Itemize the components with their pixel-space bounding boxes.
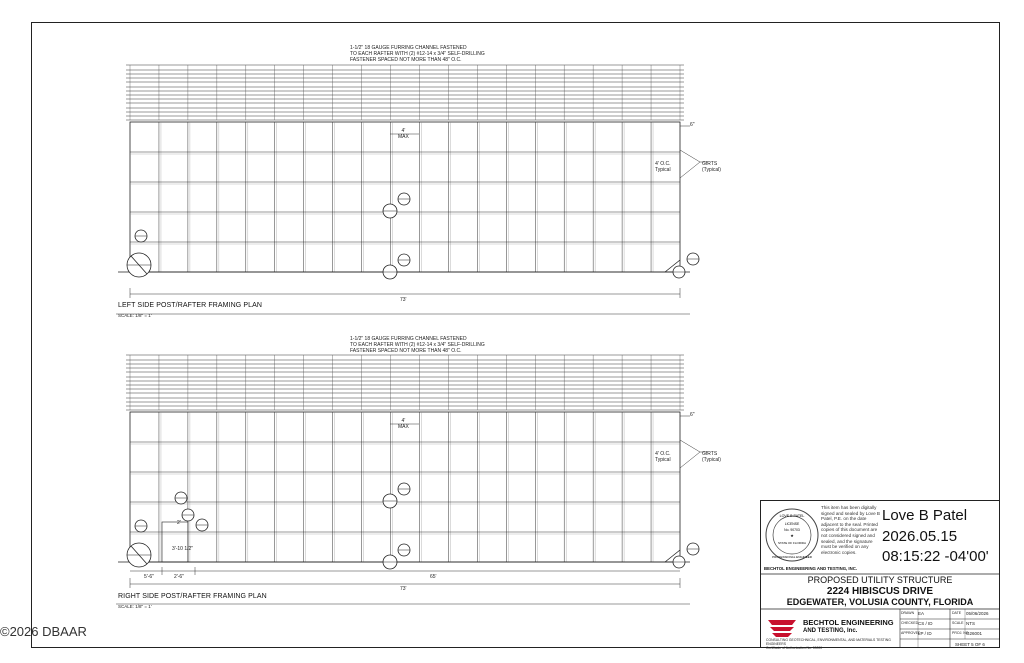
cell-proj-value: G26001	[966, 631, 983, 636]
right-plan-title: RIGHT SIDE POST/RAFTER FRAMING PLAN	[118, 593, 267, 600]
firm-subtitle: CONSULTING GEOTECHNICAL, ENVIRONMENTAL, AND MATERIALS TESTING ENGINEERS Certificate of Authorization No. 00000	[766, 638, 891, 650]
overhang-label-left: 6"	[690, 122, 695, 128]
copyright-watermark: ©2026 DBAAR	[0, 624, 87, 639]
spacing-label-right: 4' O.C. Typical	[655, 451, 671, 463]
overall-dim-right: 73'	[400, 586, 407, 592]
cell-scale-label: SCALE	[952, 621, 964, 625]
cell-checked-value: CS / ID	[918, 621, 933, 626]
right-side-framing-plan	[116, 355, 708, 604]
engineer-seal-icon	[764, 503, 820, 567]
right-plan-scale: SCALE: 1/8" = 1'	[118, 604, 152, 609]
project-type: PROPOSED UTILITY STRUCTURE	[807, 575, 953, 585]
project-address: 2224 HIBISCUS DRIVE	[826, 586, 934, 597]
cell-date-label: DATE	[952, 611, 962, 615]
girts-label-left: GIRTS (Typical)	[702, 161, 721, 173]
left-plan-scale: SCALE: 1/8" = 1'	[118, 313, 152, 318]
seal-license: LICENSE	[784, 522, 800, 526]
seal-firm-caption: BECHTOL ENGINEERING AND TESTING, INC.	[764, 566, 858, 571]
seal-state: STATE OF FLORIDA	[777, 541, 807, 545]
seal-statement: This item has been digitally signed and sealed by Love B Patel, P.E. on the date adjacent to the seal. Printed copies of this document are not considered signed and sealed, and the signature must be verified on any electronic copies.	[821, 505, 880, 555]
cell-proj-label: PROJ. NO.	[952, 631, 970, 635]
signature-time: 08:15:22 -04'00'	[882, 548, 989, 565]
overall-dim-left: 73'	[400, 297, 407, 303]
girts-leader	[680, 440, 700, 468]
signature-date: 2026.05.15	[882, 528, 958, 545]
cell-date-value: 05/06/2026	[966, 611, 989, 616]
seal-name: LOVE B PATEL	[779, 514, 805, 518]
svg-text:★: ★	[790, 533, 794, 538]
girts-leader	[680, 150, 700, 178]
furring-note-left: 1-1/2" 18 GAUGE FURRING CHANNEL FASTENED TO EACH RAFTER WITH (2) #12-14 x 3/4" SELF-DRILLING FASTENER SPACED NOT MORE THAN 48" O.C.	[350, 45, 485, 63]
seal-profession: PROFESSIONAL ENGINEER	[772, 555, 812, 559]
project-info	[760, 575, 1000, 608]
dim-2-6: 2'-6"	[174, 574, 184, 580]
door-opening	[162, 522, 188, 562]
cell-approved-label: APPROVED	[901, 631, 921, 635]
left-plan-title: LEFT SIDE POST/RAFTER FRAMING PLAN	[118, 302, 263, 309]
furring-note-right: 1-1/2" 18 GAUGE FURRING CHANNEL FASTENED TO EACH RAFTER WITH (2) #12-14 x 3/4" SELF-DRILLING FASTENER SPACED NOT MORE THAN 48" O.C.	[350, 336, 485, 354]
seal-number: No. 90703	[784, 528, 800, 532]
overhang-label-right: 6"	[690, 412, 695, 418]
cell-drawn-label: DRAWN	[901, 611, 915, 615]
opening-dim-height: 3'-10 1/2"	[172, 546, 194, 552]
dim-5-6: 5'-6"	[144, 574, 154, 580]
sheet-number: SHEET 5 OF 6	[955, 642, 985, 647]
cell-checked-label: CHECKED	[901, 621, 919, 625]
girts-label-right: GIRTS (Typical)	[702, 451, 721, 463]
left-side-framing-plan	[116, 65, 708, 314]
firm-name: BECHTOL ENGINEERING AND TESTING, Inc.	[803, 618, 894, 634]
max-label-left: 4' MAX	[398, 128, 409, 140]
cell-drawn-value: EA	[918, 611, 925, 616]
max-label-right: 4' MAX	[398, 418, 409, 430]
cell-scale-value: NTS	[966, 621, 975, 626]
bechtol-logo-icon	[766, 618, 800, 638]
dim-65: 65'	[430, 574, 437, 580]
opening-dim-top: 2'	[177, 520, 181, 526]
spacing-label-left: 4' O.C. Typical	[655, 161, 671, 173]
project-location: EDGEWATER, VOLUSIA COUNTY, FLORIDA	[786, 597, 974, 607]
signer-name: Love B Patel	[882, 507, 968, 524]
cell-approved-value: LP / ID	[918, 631, 932, 636]
